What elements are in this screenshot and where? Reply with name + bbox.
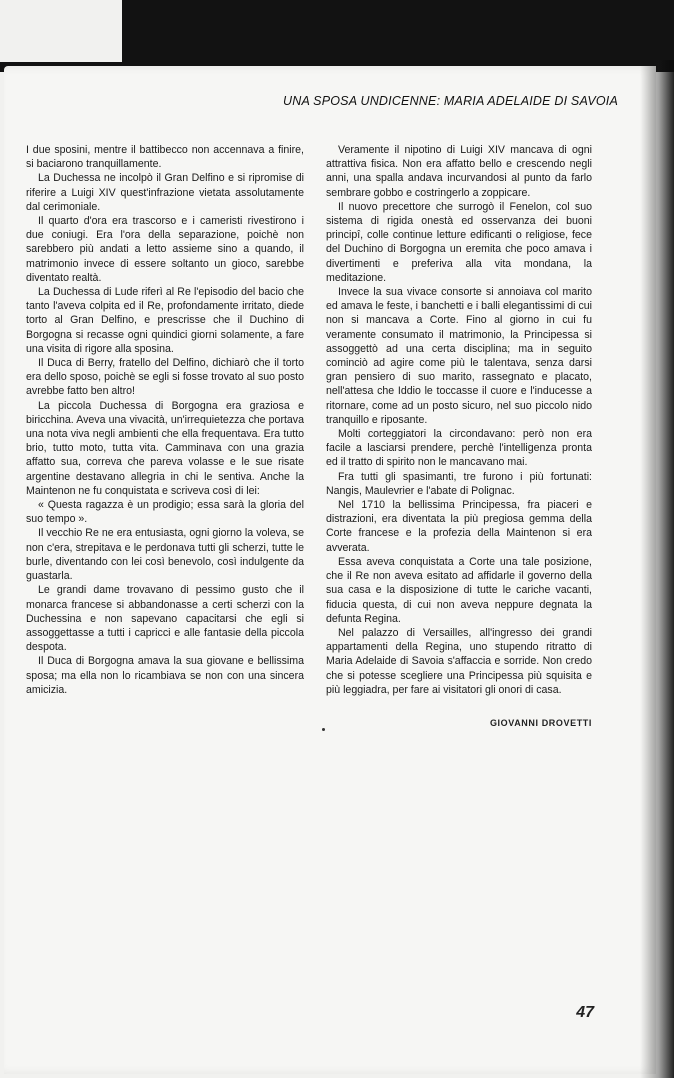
- author-signature: GIOVANNI DROVETTI: [489, 718, 592, 728]
- paragraph: Fra tutti gli spasimanti, tre furono i più fortunati: Nangis, Maulevrier e l'abate di Polignac.: [326, 470, 592, 497]
- paragraph: Nel palazzo di Versailles, all'ingresso dei grandi appartamenti della Regina, uno stupendo ritratto di Maria Adelaide di Savoia s'affaccia e sorride. Non credo che si potesse scegliere una Principessa più squisita e più leggiadra, per fare ai visitatori gli onori di casa.: [326, 626, 592, 696]
- paragraph: Il vecchio Re ne era entusiasta, ogni giorno la voleva, se non c'era, strepitava e le perdonava tutti gli scherzi, tutte le burle, diventando con lei così benevolo, così indulgente da guastarla.: [26, 527, 304, 583]
- paragraph: Il Duca di Borgogna amava la sua giovane e bellissima sposa; ma ella non lo ricambiava se non con una sincera amicizia.: [26, 655, 304, 696]
- quote-paragraph: « Questa ragazza è un prodigio; essa sarà la gloria del suo tempo ».: [26, 499, 304, 526]
- paragraph: I due sposini, mentre il battibecco non accennava a finire, si baciarono tranquillamente.: [26, 144, 304, 171]
- page-number: 47: [576, 1004, 594, 1021]
- paragraph: Essa aveva conquistata a Corte una tale posizione, che il Re non aveva esitato ad affidarle il governo della sua casa e la disposizione di tutte le cariche vacanti, fiducia questa, di cui non aveva neppure degnata la defunta Regina.: [326, 555, 592, 625]
- paragraph: Il Duca di Berry, fratello del Delfino, dichiarò che il torto era dello sposo, poichè se egli si fosse trovato al suo posto avrebbe fatto ben altro!: [26, 357, 304, 398]
- running-head: UNA SPOSA UNDICENNE: MARIA ADELAIDE DI SAVOIA: [282, 94, 618, 108]
- paragraph: Le grandi dame trovavano di pessimo gusto che il monarca francese si abbandonasse a certi scherzi con la Duchessina e non sapevano capacitarsi che egli si assoggettasse a tutti i capricci e alle fantasie della piccola despota.: [26, 584, 304, 654]
- paragraph: La Duchessa ne incolpò il Gran Delfino e si ripromise di riferire a Luigi XIV quest'infrazione vietata assolutamente dal cerimoniale.: [26, 172, 304, 213]
- left-text-column: [26, 143, 304, 697]
- paragraph: Il nuovo precettore che surrogò il Fenelon, col suo sistema di rigida onestà ed osservanza dei buoni principî, colle continue letture edificanti o religiose, fece del Duchino di Borgogna un eremita che poco amava i divertimenti e preferiva alla vita mondana, la meditazione.: [326, 200, 592, 284]
- scan-light-notch: [0, 0, 122, 62]
- scan-shadow-right: [640, 60, 674, 1078]
- paragraph: Nel 1710 la bellissima Principessa, fra piaceri e distrazioni, era diventata la più pregiosa gemma della Corte francese e la profezia della Maintenon si era avverata.: [326, 499, 592, 554]
- paragraph: Il quarto d'ora era trascorso e i cameristi rivestirono i due coniugi. Era l'ora della separazione, poichè non sarebbero più andati a letto assieme sino a quando, il matrimonio invece di essere soltanto un gioco, sarebbe diventato realtà.: [26, 215, 304, 284]
- paragraph: La Duchessa di Lude riferì al Re l'episodio del bacio che tanto l'aveva colpita ed il Re, profondamente irritato, diede torto al Gran Delfino, e prescrisse che il Duchino di Borgogna si recasse ogni quindici giorni solamente, a fare una visita di rigore alla sposina.: [26, 286, 304, 355]
- right-text-column: [326, 143, 592, 697]
- paragraph: Invece la sua vivace consorte si annoiava col marito ed amava le feste, i banchetti e i balli elegantissimi di cui non si mancava a Corte. Fino al giorno in cui fu veramente consumato il matrimonio, la Principessa si assoggettò ad una certa disciplina; ma in seguito cominciò ad agire come più le talentava, senza darsi gran pensiero di suo marito, rassegnato e placato, nell'attesa che Iddio le toccasse il cuore e l'inducesse a ritornare, come ad un posto sicuro, nel suo piccolo nido tranquillo e riposante.: [326, 286, 592, 426]
- paragraph: La piccola Duchessa di Borgogna era graziosa e biricchina. Aveva una vivacità, un'irrequietezza che portava una nota viva negli ambienti che ella frequentava. Era tutto brio, tutto moto, tutta vita. Camminava con una grazia affatto sua, correva che pareva volasse e le sue risate argentine destavano allegria in chi le sentiva. Anche la Maintenon ne fu conquistata e scriveva così di lei:: [26, 399, 304, 497]
- bullet-dot: [322, 728, 325, 731]
- paragraph: Molti corteggiatori la circondavano: però non era facile a lasciarsi prendere, perchè l'intelligenza pronta ed il tratto di spirito non le mancavano mai.: [326, 428, 592, 469]
- paragraph: Veramente il nipotino di Luigi XIV mancava di ogni attrattiva fisica. Non era affatto bello e crescendo negli anni, una spalla andava incurvandosi al punto da farlo sembrare gobbo e costringerlo a zoppicare.: [326, 144, 592, 199]
